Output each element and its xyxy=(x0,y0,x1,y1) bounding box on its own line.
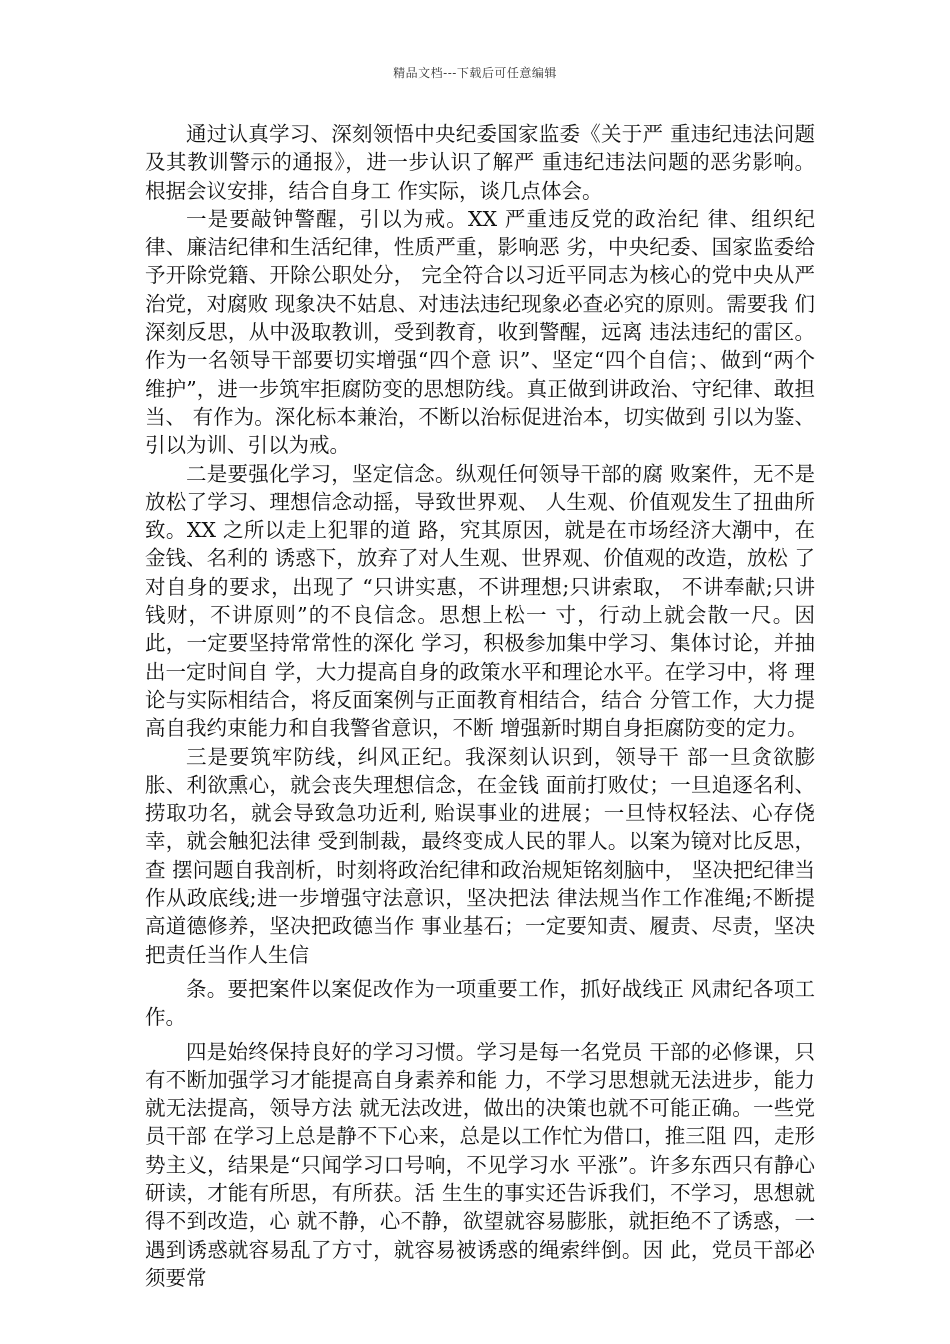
paragraph-point-four: 四是始终保持良好的学习习惯。学习是每一名党员 干部的必修课，只有不断加强学习才能提高自身素养和能 力，不学习思想就无法进步，能力就无法提高，领导方法 就无法改进，做出的决策也就不可能正确。一些党员干部 在学习上总是静不下心来，总是以工作忙为借口，推三阻 四，走形势主义，结果是“只闻学习口号响，不见学习水 平涨”。许多东西只有静心研读，才能有所思，有所获。活 生生的事实还告诉我们，不学习，思想就得不到改造，心 就不静，心不静，欲望就容易膨胀，就拒绝不了诱惑，一 遇到诱惑就容易乱了方寸，就容易被诱惑的绳索绊倒。因 此，党员干部必须要常 xyxy=(145,1039,815,1290)
paragraph-intro: 通过认真学习、深刻领悟中央纪委国家监委《关于严 重违纪违法问题及其教训警示的通报》，进一步认识了解严 重违纪违法问题的恶劣影响。根据会议安排，结合自身工 作实际，谈几点体会。 xyxy=(145,122,815,203)
paragraph-point-three: 三是要筑牢防线，纠风正纪。我深刻认识到，领导干 部一旦贪欲膨胀、利欲熏心，就会丧失理想信念，在金钱 面前打败仗；一旦追逐名利、捞取功名，就会导致急功近利, 贻误事业的进展；一旦恃权轻法、心存侥幸，就会触犯法律 受到制裁，最终变成人民的罪人。以案为镜对比反思，查 摆问题自我剖析，时刻将政治纪律和政治规矩铭刻脑中， 坚决把纪律当作从政底线;进一步增强守法意识，坚决把法 律法规当作工作准绳;不断提高道德修养，坚决把政德当作 事业基石；一定要知责、履责、尽责，坚决把责任当作人生信 xyxy=(145,744,815,967)
paragraph-point-two: 二是要强化学习，坚定信念。纵观任何领导干部的腐 败案件，无不是放松了学习、理想信念动摇，导致世界观、 人生观、价值观发生了扭曲所致。XX 之所以走上犯罪的道 路，究其原因，就是在市场经济大潮中，在金钱、名利的 诱惑下，放弃了对人生观、世界观、价值观的改造，放松 了对自身的要求，出现了 “只讲实惠，不讲理想;只讲索取， 不讲奉献;只讲钱财，不讲原则”的不良信念。思想上松一 寸，行动上就会散一尺。因此，一定要坚持常常性的深化 学习，积极参加集中学习、集体讨论，并抽出一定时间自 学，大力提高自身的政策水平和理论水平。在学习中，将 理论与实际相结合，将反面案例与正面教育相结合，结合 分管工作，大力提高自我约束能力和自我警省意识，不断 增强新时期自身拒腐防变的定力。 xyxy=(145,461,815,741)
paragraph-point-three-continued: 条。要把案件以案促改作为一项重要工作，抓好战线正 风肃纪各项工作。 xyxy=(145,976,815,1030)
page-header-note: 精品文档---下载后可任意编辑 xyxy=(393,66,557,80)
document-body xyxy=(145,120,815,1292)
paragraph-point-one: 一是要敲钟警醒，引以为戒。XX 严重违反党的政治纪 律、组织纪律、廉洁纪律和生活纪律，性质严重，影响恶 劣，中央纪委、国家监委给予开除党籍、开除公职处分， 完全符合以习近平同志为核心的党中央从严治党，对腐败 现象决不姑息、对违法违纪现象必查必究的原则。需要我 们深刻反思，从中汲取教训，受到教育，收到警醒，远离 违法违纪的雷区。作为一名领导干部要切实增强“四个意 识”、坚定“四个自信；、做到“两个维护”，进一步筑牢拒腐防变的思想防线。真正做到讲政治、守纪律、敢担当、 有作为。深化标本兼治，不断以治标促进治本，切实做到 引以为鉴、引以为训、引以为戒。 xyxy=(145,206,815,458)
